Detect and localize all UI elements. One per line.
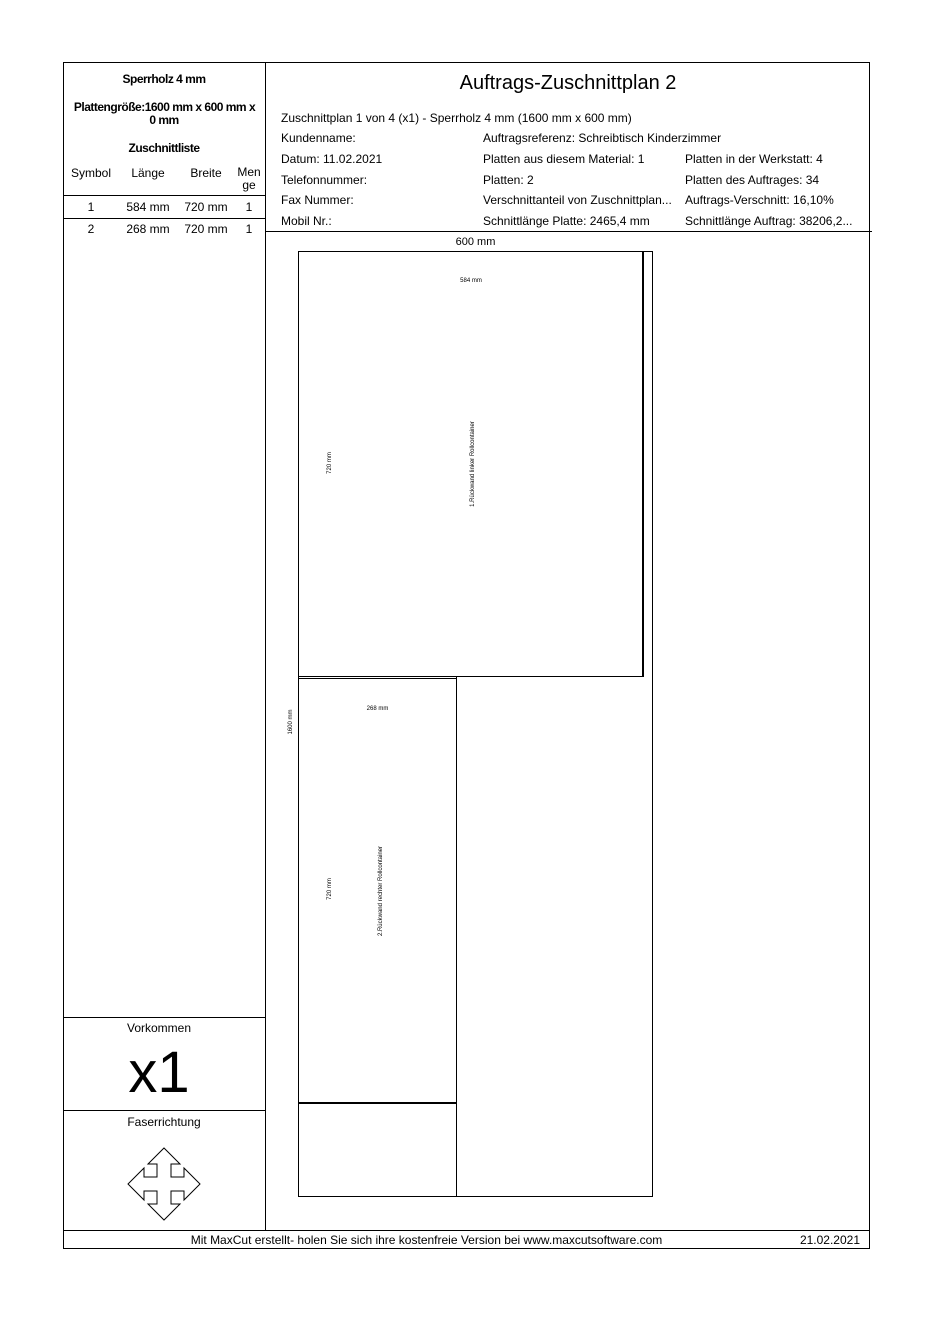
offcut-bottom-line bbox=[298, 1102, 457, 1104]
page-title: Auftrags-Zuschnittplan 2 bbox=[459, 72, 677, 94]
table-row bbox=[64, 222, 265, 240]
piece2-name: 2.Rückwand rechter Rollcontainer bbox=[378, 845, 384, 937]
footer-text: Mit MaxCut erstellt- holen Sie sich ihre kostenfreie Version bei www.maxcutsoftware.com bbox=[190, 1233, 663, 1247]
row-length: 584 mm bbox=[126, 200, 170, 214]
info-date: Datum: 11.02.2021 bbox=[281, 152, 383, 166]
piece2-height-label: 720 mm bbox=[327, 878, 333, 900]
col-header-length: Länge bbox=[131, 166, 165, 180]
info-plates-workshop: Platten in der Werkstatt: 4 bbox=[685, 152, 823, 166]
col-header-symbol: Symbol bbox=[70, 166, 111, 180]
grain-label: Faserrichtung bbox=[127, 1115, 201, 1129]
grain-divider bbox=[64, 1110, 265, 1111]
occurrence-divider bbox=[64, 1017, 265, 1018]
board-width-label: 600 mm bbox=[455, 236, 496, 248]
info-cut-length-order: Schnittlänge Auftrag: 38206,2... bbox=[685, 214, 853, 228]
col-header-qty bbox=[234, 166, 264, 192]
piece1-width-label: 584 mm bbox=[460, 278, 482, 284]
info-empty bbox=[685, 131, 867, 152]
table-row bbox=[64, 200, 265, 218]
info-plates-material: Platten aus diesem Material: 1 bbox=[483, 152, 645, 166]
left-column-divider bbox=[265, 62, 266, 1230]
occurrence-value: x1 bbox=[128, 1040, 190, 1105]
plate-size-line2: 0 mm bbox=[149, 113, 179, 127]
info-plates: Platten: 2 bbox=[483, 173, 534, 187]
row-length: 268 mm bbox=[126, 222, 170, 236]
cut-list-header-line bbox=[64, 195, 265, 196]
info-fax: Fax Nummer: bbox=[281, 193, 354, 207]
info-order-waste: Auftrags-Verschnitt: 16,10% bbox=[685, 193, 834, 207]
row-width: 720 mm bbox=[184, 200, 228, 214]
info-cut-length-plate: Schnittlänge Platte: 2465,4 mm bbox=[483, 214, 650, 228]
footer-date: 21.02.2021 bbox=[799, 1233, 860, 1247]
row-qty: 1 bbox=[245, 200, 253, 214]
info-plates-order: Platten des Auftrages: 34 bbox=[685, 173, 820, 187]
kerf-line bbox=[642, 251, 644, 677]
material-title: Sperrholz 4 mm bbox=[122, 72, 206, 86]
grain-direction-icon bbox=[126, 1146, 202, 1222]
col-header-width: Breite bbox=[190, 166, 222, 180]
footer-divider bbox=[63, 1230, 870, 1231]
cut-list-title: Zuschnittliste bbox=[128, 141, 200, 155]
info-mobile: Mobil Nr.: bbox=[281, 214, 332, 228]
occurrence-label: Vorkommen bbox=[126, 1021, 192, 1035]
board-height-label: 1600 mm bbox=[288, 709, 294, 735]
info-waste-plan: Verschnittanteil von Zuschnittplan... bbox=[483, 193, 672, 207]
info-phone: Telefonnummer: bbox=[281, 173, 368, 187]
plate-size-line1: Plattengröße:1600 mm x 600 mm x bbox=[73, 100, 256, 114]
col-header-qty-line2: ge bbox=[242, 178, 256, 192]
info-customer: Kundenname: bbox=[281, 131, 356, 145]
plan-subtitle: Zuschnittplan 1 von 4 (x1) - Sperrholz 4 mm (1600 mm x 600 mm) bbox=[281, 111, 632, 125]
piece1-height-label: 720 mm bbox=[327, 452, 333, 474]
info-order-reference: Auftragsreferenz: Schreibtisch Kinderzimmer bbox=[483, 131, 722, 145]
info-col1 bbox=[281, 131, 476, 235]
piece2-width-label: 268 mm bbox=[366, 706, 389, 712]
col-header-qty-line1: Men bbox=[237, 165, 261, 179]
info-col2 bbox=[483, 131, 722, 235]
row-divider bbox=[64, 218, 265, 219]
row-qty: 1 bbox=[245, 222, 253, 236]
piece1-name: 1.Rückwand linker Rollcontainer bbox=[470, 421, 476, 507]
row-width: 720 mm bbox=[184, 222, 228, 236]
row-symbol: 2 bbox=[87, 222, 95, 236]
offcut-divider bbox=[456, 677, 457, 1197]
row-symbol: 1 bbox=[87, 200, 95, 214]
info-col3 bbox=[685, 131, 867, 235]
